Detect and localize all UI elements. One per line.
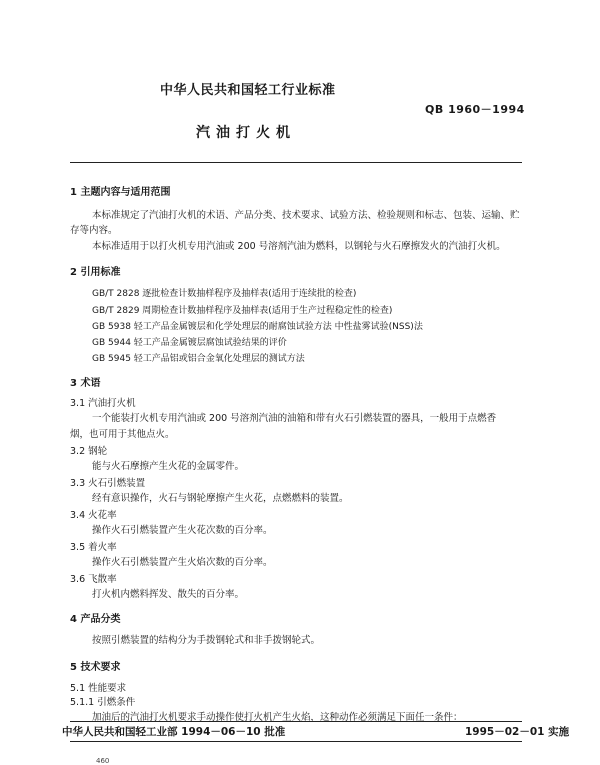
section-5-heading: 5 技术要求 (70, 662, 121, 673)
term-3-5-definition: 操作火石引燃装置产生火焰次数的百分率。 (92, 557, 273, 568)
reference-item: GB 5945 轻工产品铝或铝合金氧化处理层的测试方法 (92, 354, 305, 364)
section-4-para: 按照引燃装置的结构分为手拨钢轮式和非手拨钢轮式。 (92, 635, 321, 646)
section-1-para-2: 本标准适用于以打火机专用汽油或 200 号溶剂汽油为燃料，以钢轮与火石摩擦发火的汽油打火机。 (92, 241, 506, 252)
reference-item: GB 5944 轻工产品金属镀层腐蚀试验结果的评价 (92, 338, 287, 348)
term-3-6: 3.6 飞散率 (70, 574, 117, 585)
term-3-1-definition-line-2: 烟，也可用于其他点火。 (70, 429, 175, 440)
term-3-5: 3.5 着火率 (70, 542, 117, 553)
page-number: 460 (96, 757, 110, 765)
standard-code: QB 1960－1994 (425, 103, 525, 116)
term-3-1: 3.1 汽油打火机 (70, 398, 136, 409)
section-2-heading: 2 引用标准 (70, 267, 121, 278)
term-3-3-definition: 经有意识操作，火石与钢轮摩擦产生火花，点燃燃料的装置。 (92, 493, 349, 504)
term-3-2-definition: 能与火石摩擦产生火花的金属零件。 (92, 461, 245, 472)
section-1-para-1-line-1: 本标准规定了汽油打火机的术语、产品分类、技术要求、试验方法、检验规则和标志、包装、运输、贮 (92, 210, 520, 221)
document-title: 汽油打火机 (196, 125, 296, 141)
reference-item: GB 5938 轻工产品金属镀层和化学处理层的耐腐蚀试验方法 中性盐雾试验(NSS)法 (92, 322, 423, 332)
footer-divider (70, 721, 522, 722)
subsection-5-1-1: 5.1.1 引燃条件 (70, 697, 136, 708)
section-1-heading: 1 主题内容与适用范围 (70, 187, 171, 198)
term-3-4: 3.4 火花率 (70, 510, 117, 521)
issue-date: 中华人民共和国轻工业部 1994－06－10 批准 (62, 726, 286, 738)
header-divider (70, 162, 522, 163)
term-3-2: 3.2 钢轮 (70, 446, 108, 457)
standard-organization: 中华人民共和国轻工行业标准 (160, 83, 336, 98)
effective-date: 1995－02－01 实施 (465, 726, 570, 738)
subsection-5-1: 5.1 性能要求 (70, 683, 127, 694)
section-1-para-1-line-2: 存等内容。 (70, 225, 118, 236)
section-3-heading: 3 术语 (70, 378, 101, 389)
section-4-heading: 4 产品分类 (70, 614, 121, 625)
term-3-3: 3.3 火石引燃装置 (70, 478, 146, 489)
term-3-4-definition: 操作火石引燃装置产生火花次数的百分率。 (92, 525, 273, 536)
term-3-6-definition: 打火机内燃料挥发、散失的百分率。 (92, 589, 245, 600)
footer-bottom-divider (70, 741, 522, 742)
term-3-1-definition-line-1: 一个能装打火机专用汽油或 200 号溶剂汽油的油箱和带有火石引燃装置的器具，一般用于点燃香 (92, 413, 497, 424)
subsection-5-1-1-text: 加油后的汽油打火机要求手动操作使打火机产生火焰，这种动作必须满足下面任一条件： (92, 712, 463, 723)
reference-item: GB/T 2829 周期检查计数抽样程序及抽样表(适用于生产过程稳定性的检查) (92, 306, 393, 316)
reference-item: GB/T 2828 逐批检查计数抽样程序及抽样表(适用于连续批的检查) (92, 289, 357, 299)
